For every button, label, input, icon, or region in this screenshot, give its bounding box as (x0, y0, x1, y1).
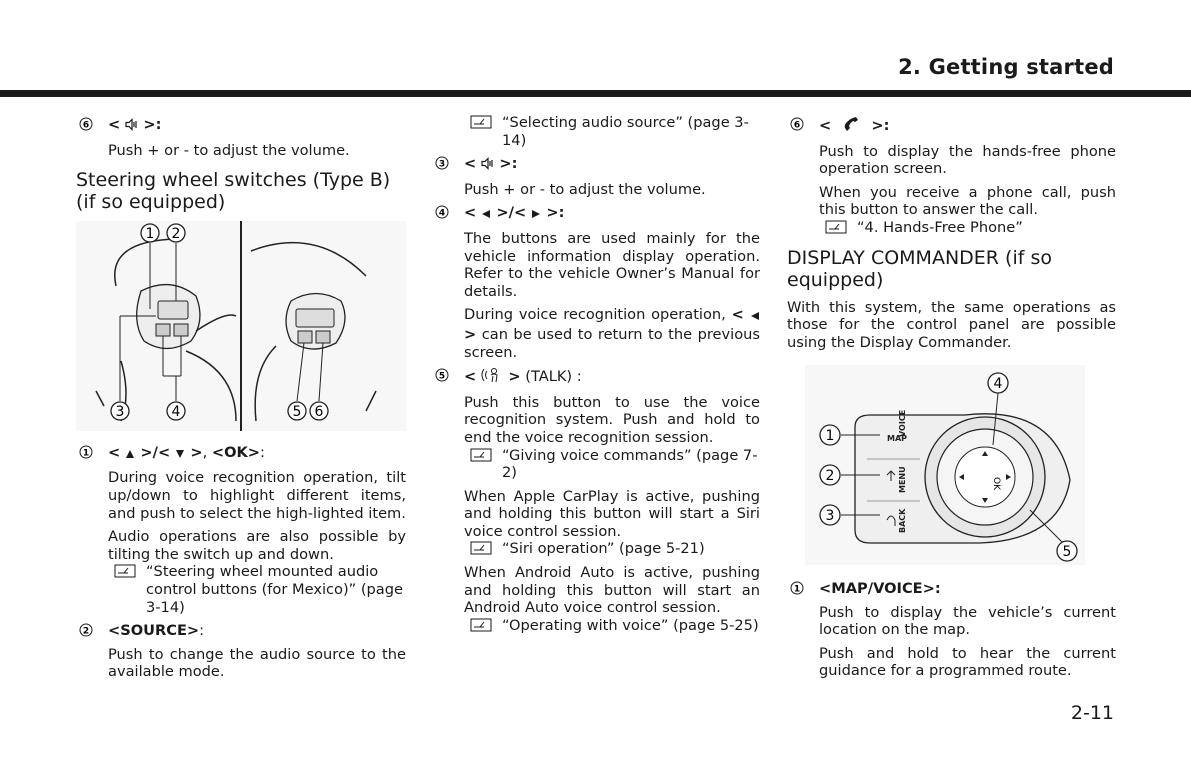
ok-text: OK (991, 477, 1001, 491)
bracket-close: > (503, 368, 521, 386)
callout-1-label: 1 (145, 226, 155, 243)
voice-talk-icon (481, 367, 503, 388)
reference-hand-icon (825, 220, 847, 239)
callout-2-label: 2 (825, 468, 835, 485)
item-3-text: Push + or - to adjust the volume. (464, 180, 706, 198)
callout-2-label: 2 (171, 226, 181, 243)
column-middle (432, 110, 760, 640)
reference-text: “4. Hands-Free Phone” (857, 218, 1023, 236)
item-1-text-2: Push and hold to hear the current guidance for a programmed route. (819, 644, 1116, 680)
svg-text:4: 4 (438, 208, 446, 219)
callout-4-label: 4 (993, 376, 1003, 393)
callout-1-label: 1 (825, 428, 835, 445)
ref-giving-voice-commands (464, 447, 760, 482)
colon: : (199, 622, 205, 640)
voice-text: VOICE (898, 410, 907, 438)
steering-switch-drawing (76, 221, 406, 431)
column-left (76, 110, 406, 687)
svg-text:3: 3 (438, 159, 446, 170)
item-4-leftright-header (432, 204, 760, 224)
item-4-text-2 (432, 306, 760, 361)
item-1-reference (108, 563, 406, 616)
svg-text:1: 1 (793, 584, 801, 595)
speaker-icon (125, 118, 138, 136)
circled-1-icon (790, 581, 804, 600)
talk-label: (TALK) : (520, 368, 582, 386)
item-1-text-1: Push to display the vehicle’s current location on the map. (819, 603, 1116, 639)
map-text: MAP (887, 434, 908, 444)
circled-6-icon (790, 117, 804, 136)
column-right (787, 110, 1116, 686)
item-2-source-header (76, 622, 406, 640)
triangle-left-icon (481, 206, 491, 224)
bracket-open: < (464, 155, 482, 173)
map-voice-label: <MAP/VOICE>: (819, 579, 941, 597)
item-5-text-1: Push this button to use the voice recognition system. Push and hold to end the voice recognition session. (464, 393, 760, 446)
bracket-open: < (108, 116, 126, 133)
reference-hand-icon (470, 618, 492, 637)
callout-5-label: 5 (1062, 544, 1072, 561)
bracket-open: < (731, 306, 751, 324)
reference-hand-icon (470, 541, 492, 560)
svg-text:5: 5 (438, 371, 446, 382)
reference-hand-icon (470, 448, 492, 467)
section-title-steering-b: Steering wheel switches (Type B) (if so equipped) (76, 169, 391, 214)
reference-hand-icon (470, 115, 492, 134)
item-3-volume-header (432, 155, 760, 175)
bracket-open: < (464, 368, 482, 386)
item-1-updown-header (76, 444, 406, 464)
reference-hand-icon (114, 564, 136, 583)
display-commander-intro: With this system, the same operations as those for the control panel are possible using the Display Commander. (787, 298, 1116, 351)
menu-text: MENU (898, 466, 907, 494)
triangle-right-icon (531, 206, 541, 224)
text-part: During voice recognition operation, (464, 306, 726, 324)
bracket-close: >: (541, 204, 565, 222)
circled-3-icon (435, 156, 449, 175)
ref-selecting-audio-source (464, 114, 760, 149)
item-2-text: Push to change the audio source to the available mode. (108, 645, 406, 681)
header-rule (0, 90, 1191, 97)
page-number: 2-11 (1070, 702, 1114, 724)
item-4-text-1: The buttons are used mainly for the vehicle information display operation. Refer to the vehicle Owner’s Manual for details. (464, 229, 760, 300)
item-5-text-3: When Android Auto is active, pushing and holding this button will start an Android Auto voice control session. (464, 564, 760, 617)
svg-text:6: 6 (793, 120, 801, 131)
circled-2-icon (79, 623, 93, 642)
item-1-map-voice-header (787, 580, 1116, 598)
bracket-sep: >/< (491, 204, 532, 222)
section-title-display-commander: DISPLAY COMMANDER (if so equipped) (787, 246, 1052, 291)
circled-4-icon (435, 205, 449, 224)
circled-6-icon (79, 117, 93, 136)
item-1-text-1: During voice recognition operation, tilt up/down to highlight different items, and push to select the high-lighted item. (108, 469, 406, 522)
comma: , (202, 443, 212, 461)
bracket-close: > (185, 443, 203, 461)
speaker-icon (481, 157, 494, 175)
phone-icon (842, 116, 860, 137)
item-6-text-2: When you receive a phone call, push this button to answer the call. (819, 183, 1116, 219)
item-6-phone-header (787, 116, 1116, 137)
bracket-open: < (464, 204, 482, 222)
item-5-text-2: When Apple CarPlay is active, pushing and holding this button will start a Siri voice control session. (464, 487, 760, 540)
svg-text:1: 1 (82, 448, 90, 459)
reference-text: “Steering wheel mounted audio control buttons (for Mexico)” (page 3-14) (146, 563, 403, 616)
steering-switch-figure (76, 221, 406, 436)
source-label: <SOURCE> (108, 622, 200, 640)
colon: : (260, 443, 265, 461)
reference-text: “Operating with voice” (page 5-25) (502, 616, 759, 634)
triangle-up-icon (125, 446, 135, 464)
ref-hands-free-phone (819, 219, 1116, 237)
callout-6-label: 6 (314, 404, 324, 421)
ok-label: <OK> (211, 443, 261, 461)
item-1-text-2: Audio operations are also possible by tilting the switch up and down. (108, 528, 406, 563)
display-commander-figure (805, 365, 1116, 570)
item-6-volume-header (76, 116, 406, 136)
bracket-close: > (464, 325, 477, 343)
callout-3-label: 3 (825, 508, 835, 525)
callout-3-label: 3 (115, 404, 125, 421)
reference-text: “Selecting audio source” (page 3-14) (502, 114, 749, 149)
svg-text:2: 2 (82, 626, 90, 637)
callout-4-label: 4 (171, 404, 181, 421)
circled-1-icon (79, 445, 93, 464)
triangle-left-icon (750, 308, 760, 326)
text-part: can be used to return to the previous screen. (464, 325, 760, 361)
ref-siri-operation (464, 540, 760, 558)
bracket-close: >: (866, 117, 890, 134)
circled-5-icon (435, 368, 449, 387)
item-6-text: Push + or - to adjust the volume. (108, 141, 350, 159)
triangle-down-icon (175, 446, 185, 464)
callout-5-label: 5 (292, 404, 302, 421)
bracket-open: < (819, 117, 837, 134)
ref-operating-with-voice (464, 617, 760, 635)
reference-text: “Siri operation” (page 5-21) (502, 540, 705, 558)
display-commander-drawing (805, 365, 1085, 565)
bracket-close: >: (138, 116, 162, 133)
item-6-text-1: Push to display the hands-free phone operation screen. (819, 142, 1116, 178)
svg-text:6: 6 (82, 120, 90, 131)
back-text: BACK (898, 508, 907, 534)
bracket-close: >: (494, 155, 518, 173)
bracket-sep: >/< (135, 443, 176, 461)
bracket-open: < (108, 443, 126, 461)
reference-text: “Giving voice commands” (page 7-2) (502, 446, 758, 482)
item-5-talk-header (432, 367, 760, 388)
chapter-title: 2. Getting started (898, 55, 1114, 79)
